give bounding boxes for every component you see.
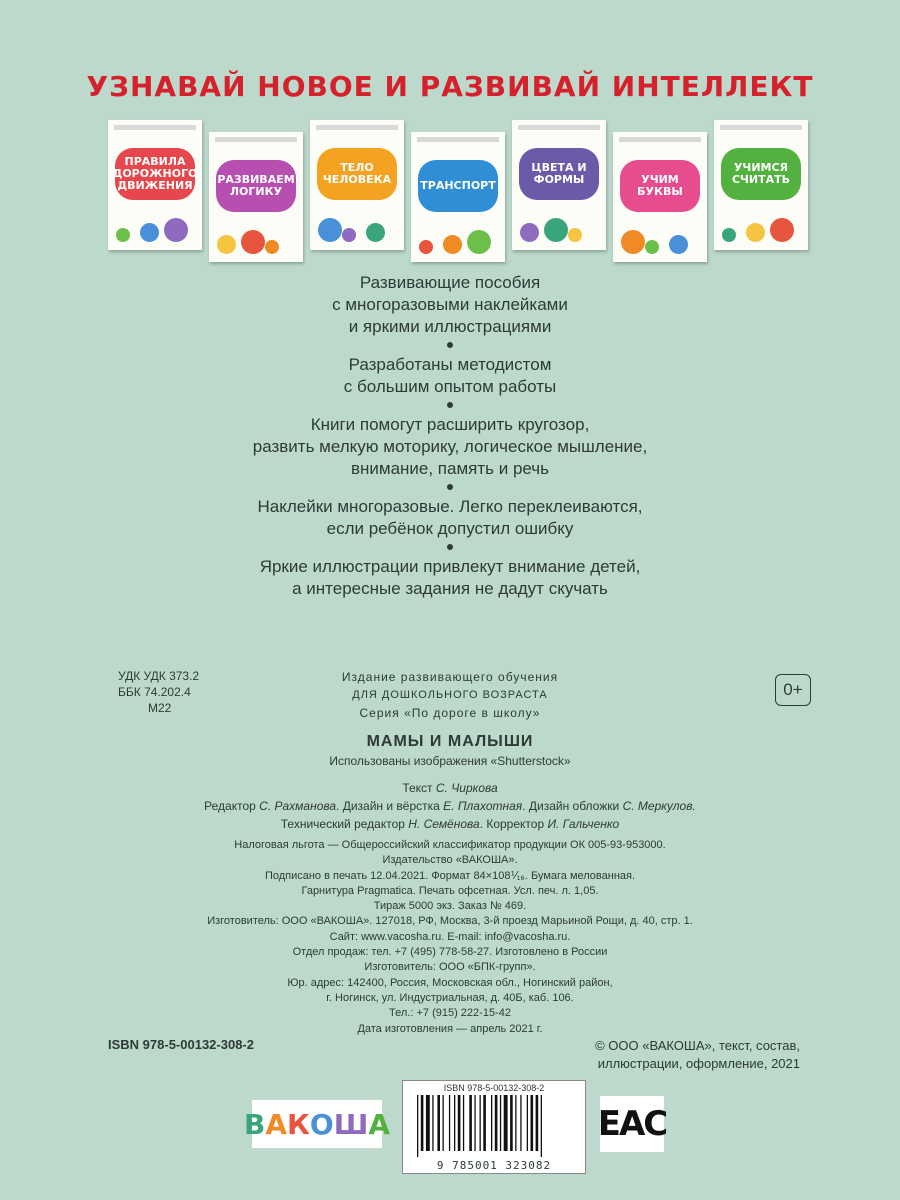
vakosha-logo [244, 1100, 390, 1148]
feature-line: с большим опытом работы [343, 377, 557, 396]
book-illustration-icon [318, 208, 396, 242]
book-title-label: РАЗВИВАЕМ ЛОГИКУ [216, 160, 296, 212]
feature-line: с многоразовыми наклейками [332, 295, 568, 314]
legal-line: г. Ногинск, ул. Индустриальная, д. 40Б, каб. 106. [326, 991, 574, 1004]
legal-line: Издательство «ВАКОША». [382, 854, 518, 867]
book-illustration-icon [621, 220, 699, 254]
copyright-line-2: иллюстрации, оформление, 2021 [597, 1056, 800, 1071]
feature-line: Наклейки многоразовые. Легко переклеиваются, [257, 497, 643, 516]
book-illustration-icon [419, 220, 497, 254]
text-author: С. Чиркова [435, 781, 498, 795]
book-illustration-icon [217, 220, 295, 254]
designer-name: Е. Плахотная [443, 799, 523, 813]
legal-line: Сайт: www.vacosha.ru. E-mail: info@vacosha.ru. [329, 930, 571, 943]
barcode [402, 1080, 586, 1174]
legal-line: Изготовитель: ООО «ВАКОША». 127018, РФ, Москва, 3-й проезд Марьиной Рощи, д. 40, стр. 1. [207, 915, 693, 928]
legal-line: Тираж 5000 экз. Заказ № 469. [373, 900, 527, 913]
eac-text: EAC [597, 1104, 667, 1144]
legal-line: Гарнитура Pragmatica. Печать офсетная. Усл. печ. л. 1,05. [301, 884, 599, 897]
legal-line: Подписано в печать 12.04.2021. Формат 84×108⅟₁₆. Бумага мелованная. [264, 869, 636, 882]
series-strip [518, 125, 600, 130]
bullet-dot-icon [447, 484, 453, 490]
legal-info [0, 838, 900, 1037]
legal-line: Отдел продаж: тел. +7 (495) 778-58-27. Изготовлено в России [292, 946, 608, 959]
feature-item [0, 272, 900, 338]
headline: УЗНАВАЙ НОВОЕ И РАЗВИВАЙ ИНТЕЛЛЕКТ [86, 70, 814, 103]
feature-line: Разработаны методистом [348, 355, 552, 374]
book-cover [108, 120, 202, 250]
series-strip [417, 137, 499, 142]
bullet-dot-icon [447, 402, 453, 408]
legal-line: Юр. адрес: 142400, Россия, Московская обл., Ногинский район, [287, 976, 613, 989]
bbk-code: ББК 74.202.4 [118, 685, 191, 699]
edition-line-1: Издание развивающего обучения [341, 670, 559, 684]
logo-text: ВАКОША [244, 1107, 390, 1141]
series-strip [114, 125, 196, 130]
edition-line-2: ДЛЯ ДОШКОЛЬНОГО ВОЗРАСТА [352, 689, 548, 701]
feature-line: Яркие иллюстрации привлекут внимание детей, [259, 557, 641, 576]
book-cover [411, 132, 505, 262]
feature-line: внимание, память и речь [350, 459, 550, 478]
udk-code: УДК УДК 373.2 [118, 669, 200, 683]
series-strip [720, 125, 802, 130]
feature-item [0, 354, 900, 398]
barcode-number: 9 785001 323082 [436, 1159, 552, 1172]
feature-line: а интересные задания не дадут скучать [292, 579, 608, 598]
book-title: МАМЫ И МАЛЫШИ [366, 733, 534, 750]
book-cover [512, 120, 606, 250]
book-title-label: УЧИМ БУКВЫ [620, 160, 700, 212]
book-illustration-icon [722, 208, 800, 242]
tech-credit: Технический редактор Н. Семёнова. Корректор И. Гальченко [280, 817, 620, 831]
credits [0, 779, 900, 833]
feature-item [0, 414, 900, 480]
feature-item [0, 556, 900, 600]
book-title-label: ПРАВИЛА ДОРОЖНОГО ДВИЖЕНИЯ [115, 148, 195, 200]
feature-line: и яркими иллюстрациями [348, 317, 552, 336]
legal-line: Тел.: +7 (915) 222-15-42 [389, 1007, 511, 1020]
book-cover [209, 132, 303, 262]
book-cover [310, 120, 404, 250]
feature-item [0, 496, 900, 540]
book-series-row [108, 118, 808, 263]
barcode-isbn: ISBN 978-5-00132-308-2 [443, 1083, 545, 1093]
tech-editor-name: Н. Семёнова [408, 817, 480, 831]
edition-series: Серия «По дороге в школу» [359, 706, 541, 720]
editor-credit: Редактор С. Рахманова. Дизайн и вёрстка Е. Плахотная. Дизайн обложки С. Меркулов. [204, 799, 696, 813]
feature-line: Развивающие пособия [359, 273, 541, 292]
barcode-bars-icon [413, 1095, 575, 1157]
bullet-dot-icon [447, 544, 453, 550]
copyright-line-1: © ООО «ВАКОША», текст, состав, [595, 1038, 800, 1053]
book-cover [613, 132, 707, 262]
book-cover [714, 120, 808, 250]
series-strip [619, 137, 701, 142]
bullet-dot-icon [447, 342, 453, 348]
series-strip [215, 137, 297, 142]
feature-line: если ребёнок допустил ошибку [326, 519, 574, 538]
images-credit: Использованы изображения «Shutterstock» [329, 754, 571, 768]
eac-mark [597, 1096, 667, 1152]
book-title-label: ТЕЛО ЧЕЛОВЕКА [317, 148, 397, 200]
feature-line: Книги помогут расширить кругозор, [310, 415, 590, 434]
book-title-label: ЦВЕТА И ФОРМЫ [519, 148, 599, 200]
text-credit: Текст С. Чиркова [402, 781, 498, 795]
age-rating-badge: 0+ [775, 674, 811, 706]
cover-designer-name: С. Меркулов. [622, 799, 696, 813]
copyright-notice [560, 1037, 800, 1073]
legal-line: Дата изготовления — апрель 2021 г. [357, 1022, 543, 1035]
feature-list [0, 272, 900, 600]
book-title-label: ТРАНСПОРТ [418, 160, 498, 212]
feature-line: развить мелкую моторику, логическое мышление, [252, 437, 648, 456]
book-illustration-icon [116, 208, 194, 242]
series-strip [316, 125, 398, 130]
author-mark: М22 [148, 701, 172, 715]
isbn-text: ISBN 978-5-00132-308-2 [108, 1037, 254, 1052]
book-illustration-icon [520, 208, 598, 242]
editor-name: С. Рахманова [259, 799, 337, 813]
book-title-label: УЧИМСЯ СЧИТАТЬ [721, 148, 801, 200]
edition-info [0, 668, 900, 722]
legal-line: Налоговая льгота — Общероссийский классификатор продукции ОК 005-93-953000. [234, 839, 666, 851]
corrector-name: И. Гальченко [547, 817, 620, 831]
legal-line: Изготовитель: ООО «БПК-групп». [364, 961, 536, 974]
